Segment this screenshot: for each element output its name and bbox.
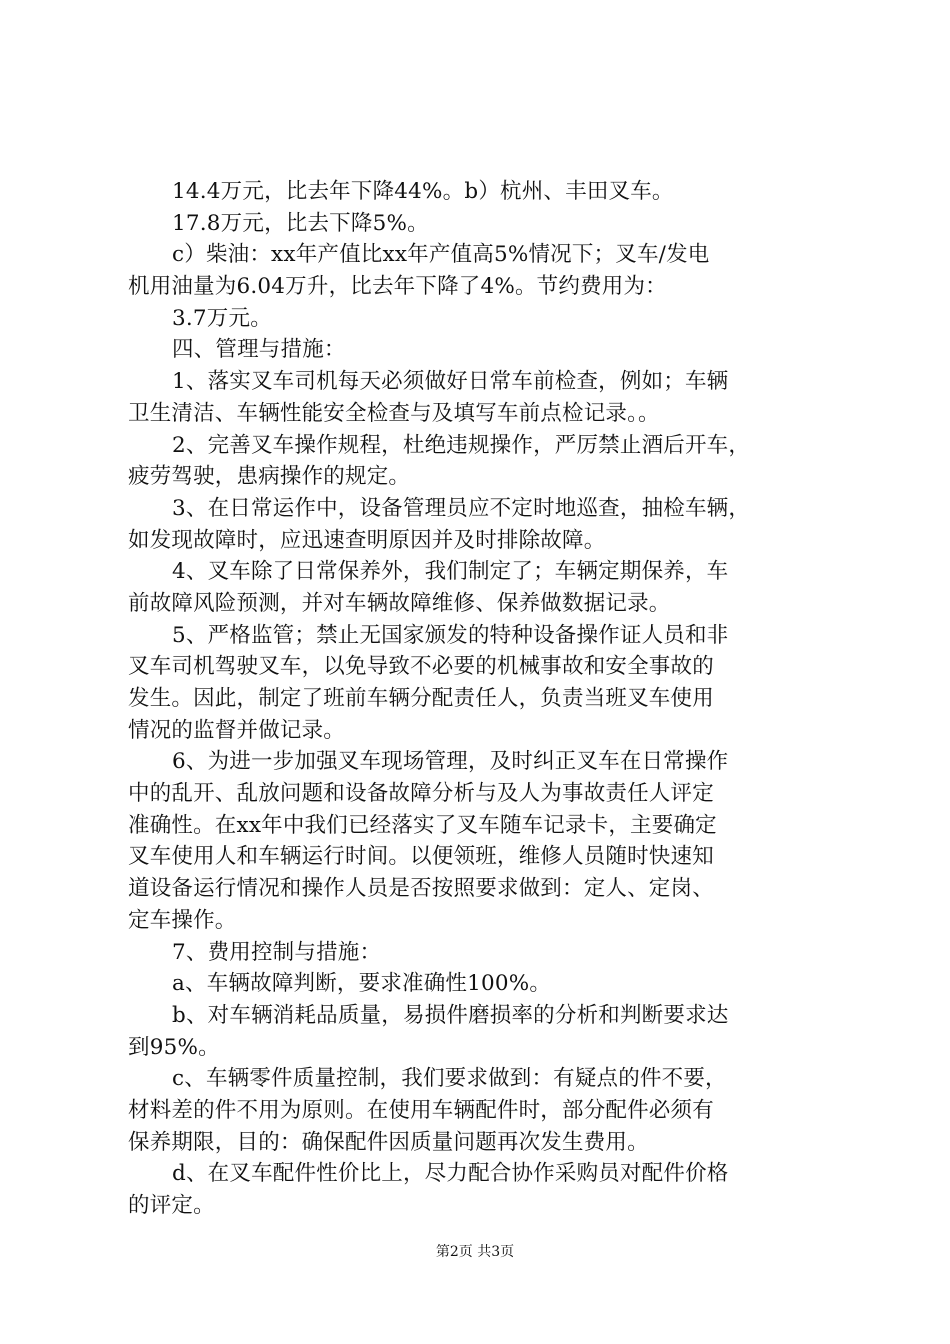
- text-line: 5、严格监管；禁止无国家颁发的特种设备操作证人员和非: [172, 622, 729, 648]
- text-line: b、对车辆消耗品质量，易损件磨损率的分析和判断要求达: [172, 1002, 729, 1028]
- text-line: 前故障风险预测，并对车辆故障维修、保养做数据记录。: [128, 590, 671, 616]
- text-line: 3.7万元。: [172, 305, 272, 331]
- text-line: 准确性。在xx年中我们已经落实了叉车随车记录卡，主要确定: [128, 812, 717, 838]
- text-line: 如发现故障时，应迅速查明原因并及时排除故障。: [128, 527, 606, 553]
- text-line: 叉车司机驾驶叉车，以免导致不必要的机械事故和安全事故的: [128, 654, 714, 680]
- text-line: 疲劳驾驶，患病操作的规定。: [128, 464, 411, 490]
- text-line: 定车操作。: [128, 907, 237, 933]
- text-line: 3、在日常运作中，设备管理员应不定时地巡查，抽检车辆，: [172, 495, 751, 521]
- text-line: 的评定。: [128, 1193, 215, 1218]
- text-line: 四、管理与措施：: [172, 337, 346, 363]
- text-line: 14.4万元，比去年下降44%。b）杭州、丰田叉车。: [172, 179, 674, 204]
- text-line: 17.8万元，比去下降5%。: [172, 210, 429, 236]
- text-line: 情况的监督并做记录。: [128, 717, 346, 743]
- text-line: 2、完善叉车操作规程，杜绝违规操作，严厉禁止酒后开车，: [172, 432, 751, 458]
- text-line: 材料差的件不用为原则。在使用车辆配件时，部分配件必须有: [128, 1097, 714, 1123]
- text-line: 7、费用控制与措施：: [172, 939, 382, 965]
- text-line: c、车辆零件质量控制，我们要求做到：有疑点的件不要，: [172, 1066, 727, 1092]
- text-line: 道设备运行情况和操作人员是否按照要求做到：定人、定岗、: [128, 876, 714, 902]
- text-line: 发生。因此，制定了班前车辆分配责任人，负责当班叉车使用: [128, 686, 714, 711]
- text-line: 到95%。: [128, 1034, 220, 1060]
- text-line: 机用油量为6.04万升，比去年下降了4%。节约费用为：: [128, 274, 667, 300]
- text-line: d、在叉车配件性价比上，尽力配合协作采购员对配件价格: [172, 1161, 729, 1187]
- text-line: 中的乱开、乱放问题和设备故障分析与及人为事故责任人评定: [128, 781, 714, 807]
- document-body: [128, 176, 828, 1222]
- text-line: c）柴油：xx年产值比xx年产值高5%情况下；叉车/发电: [172, 242, 710, 268]
- text-line: 6、为进一步加强叉车现场管理，及时纠正叉车在日常操作: [172, 749, 729, 775]
- text-line: 卫生清洁、车辆性能安全检查与及填写车前点检记录。。: [128, 400, 660, 426]
- text-line: 4、叉车除了日常保养外，我们制定了；车辆定期保养，车: [172, 559, 729, 585]
- text-line: 叉车使用人和车辆运行时间。以便领班，维修人员随时快速知: [128, 844, 714, 870]
- text-line: 1、落实叉车司机每天必须做好日常车前检查，例如；车辆: [172, 369, 729, 395]
- page-footer: 第2页 共3页: [435, 1244, 515, 1260]
- text-line: a、车辆故障判断，要求准确性100%。: [172, 971, 552, 997]
- text-line: 保养期限，目的：确保配件因质量问题再次发生费用。: [128, 1129, 649, 1155]
